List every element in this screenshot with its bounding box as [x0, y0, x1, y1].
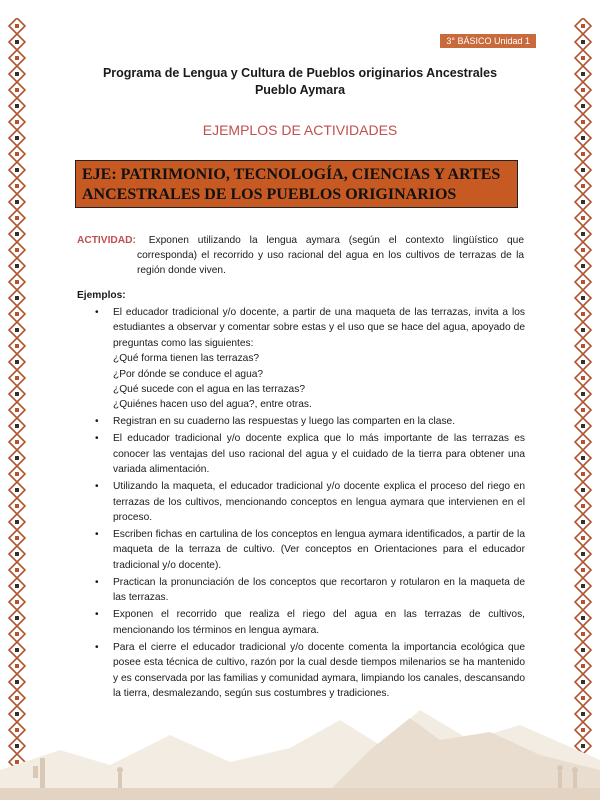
- bullet-icon: •: [95, 416, 99, 428]
- border-dot: [15, 536, 19, 540]
- activity-text: Exponen utilizando la lengua aymara (según el contexto lingüístico que corresponda) el recorrido y uso racional del agua en los cultivos de terrazas de la región donde viven.: [137, 235, 524, 276]
- border-dot: [15, 552, 19, 556]
- border-dot: [581, 40, 585, 44]
- border-dot: [581, 344, 585, 348]
- border-dot: [581, 216, 585, 220]
- question-1: ¿Qué forma tienen las terrazas?: [113, 353, 260, 365]
- border-dot: [581, 296, 585, 300]
- program-header: [0, 65, 600, 99]
- list-item: [95, 305, 525, 413]
- border-dot: [15, 168, 19, 172]
- bullet-icon: •: [95, 481, 99, 493]
- border-dot: [581, 504, 585, 508]
- border-dot: [581, 264, 585, 268]
- border-dot: [15, 616, 19, 620]
- list-item: [95, 414, 525, 429]
- border-dot: [581, 248, 585, 252]
- question-3: ¿Qué sucede con el agua en las terrazas?: [113, 384, 305, 396]
- border-dot: [581, 184, 585, 188]
- list-item: [95, 527, 525, 573]
- border-dot: [581, 168, 585, 172]
- border-dot: [581, 472, 585, 476]
- bullet-icon: •: [95, 529, 99, 541]
- border-dot: [581, 600, 585, 604]
- bullet-icon: •: [95, 609, 99, 621]
- border-dot: [15, 600, 19, 604]
- border-dot: [15, 456, 19, 460]
- list-item-text: Exponen el recorrido que realiza el riego del agua en las terrazas de cultivos, mencionando los términos en lengua aymara.: [113, 609, 525, 636]
- border-dot: [581, 200, 585, 204]
- activity-text-wrap: [77, 233, 524, 278]
- list-item-text: Practican la pronunciación de los conceptos que recortaron y rotularon en la maqueta de las terrazas.: [113, 576, 525, 604]
- border-dot: [581, 424, 585, 428]
- border-dot: [15, 312, 19, 316]
- border-dot: [581, 680, 585, 684]
- border-dot: [15, 40, 19, 44]
- border-dot: [15, 472, 19, 476]
- eje-banner: [75, 160, 518, 208]
- question-2: ¿Por dónde se conduce el agua?: [113, 368, 264, 380]
- examples-label: Ejemplos:: [77, 290, 126, 301]
- border-dot: [15, 520, 19, 524]
- border-dot: [15, 648, 19, 652]
- border-dot: [15, 632, 19, 636]
- eje-line-2: ANCESTRALES DE LOS PUEBLOS ORIGINARIOS: [82, 186, 457, 203]
- border-dot: [15, 328, 19, 332]
- border-dot: [15, 280, 19, 284]
- bullet-icon: •: [95, 307, 99, 318]
- border-dot: [581, 584, 585, 588]
- bullet-icon: •: [95, 433, 99, 445]
- border-dot: [15, 232, 19, 236]
- list-item-text: El educador tradicional y/o docente, a partir de una maqueta de las terrazas, invita a los estudiantes a observar y comentar sobre estas y el uso que se hace del agua, apoyado de preguntas como las siguientes:: [113, 307, 525, 349]
- border-dot: [15, 376, 19, 380]
- ground-strip: [0, 788, 600, 800]
- border-dot: [581, 104, 585, 108]
- border-dot: [581, 456, 585, 460]
- border-dot: [581, 312, 585, 316]
- border-dot: [15, 184, 19, 188]
- border-dot: [15, 408, 19, 412]
- border-dot: [15, 504, 19, 508]
- bullet-icon: •: [95, 641, 99, 653]
- border-dot: [15, 568, 19, 572]
- border-dot: [15, 200, 19, 204]
- border-dot: [15, 216, 19, 220]
- eje-line-1: EJE: PATRIMONIO, TECNOLOGÍA, CIENCIAS Y ARTES: [82, 166, 501, 183]
- activity-block: [77, 233, 524, 278]
- examples-list: [95, 305, 525, 703]
- border-dot: [15, 56, 19, 60]
- people-title: Pueblo Aymara: [254, 83, 346, 97]
- border-dot: [581, 56, 585, 60]
- figure-head: [117, 767, 123, 773]
- bullet-icon: •: [95, 576, 99, 588]
- program-title: Programa de Lengua y Cultura de Pueblos originarios Ancestrales: [102, 66, 498, 80]
- border-dot: [15, 392, 19, 396]
- list-item: [95, 431, 525, 477]
- border-dot: [15, 248, 19, 252]
- list-item-text: Utilizando la maqueta, el educador tradicional y/o docente explica el proceso del riego en terrazas de los cultivos, mencionando conceptos en lengua aymara que intervienen en el proceso.: [113, 481, 525, 524]
- activity-label: ACTIVIDAD:: [77, 235, 136, 246]
- border-dot: [581, 648, 585, 652]
- border-dot: [15, 104, 19, 108]
- border-dot: [15, 24, 19, 28]
- border-dot: [581, 376, 585, 380]
- unit-tag: 3° BÁSICO Unidad 1: [440, 34, 536, 48]
- border-dot: [581, 440, 585, 444]
- border-dot: [581, 488, 585, 492]
- figure-body: [558, 771, 562, 788]
- list-item-text: El educador tradicional y/o docente explica que lo más importante de las terrazas es conocer las ventajas del uso racional del agua y el cuidado de la tierra para obtener una variada alimentación.: [113, 433, 525, 476]
- border-dot: [15, 424, 19, 428]
- figure-head: [572, 767, 578, 773]
- border-dot: [581, 24, 585, 28]
- border-dot: [581, 152, 585, 156]
- border-dot: [581, 568, 585, 572]
- border-dot: [581, 392, 585, 396]
- figure-head: [557, 765, 563, 771]
- border-dot: [581, 280, 585, 284]
- border-dot: [15, 360, 19, 364]
- border-dot: [581, 520, 585, 524]
- landscape-illustration: [0, 690, 600, 800]
- cactus-arm: [33, 766, 38, 778]
- list-item-text: Para el cierre el educador tradicional y/o docente comenta la importancia ecológica que posee esta técnica de cultivo, razón por la cual desde tiempos milenarios se ha mantenido y es conservada por las familias y comunidad aymara, limpiando los canales, descansando la tierra, desmalezando, según sus costumbres y tradiciones.: [113, 641, 525, 699]
- border-dot: [15, 488, 19, 492]
- border-dot: [15, 680, 19, 684]
- list-item-text: Registran en su cuaderno las respuestas y luego las comparten en la clase.: [113, 416, 456, 428]
- border-dot: [581, 552, 585, 556]
- border-dot: [15, 664, 19, 668]
- border-dot: [15, 296, 19, 300]
- border-dot: [581, 232, 585, 236]
- border-dot: [15, 584, 19, 588]
- border-dot: [15, 264, 19, 268]
- list-item: [95, 607, 525, 638]
- border-dot: [581, 536, 585, 540]
- section-title: EJEMPLOS DE ACTIVIDADES: [202, 122, 398, 138]
- list-item: [95, 575, 525, 606]
- border-dot: [15, 344, 19, 348]
- list-item: [95, 479, 525, 525]
- figure-body: [573, 773, 577, 788]
- border-dot: [15, 152, 19, 156]
- border-dot: [581, 616, 585, 620]
- border-dot: [581, 664, 585, 668]
- border-dot: [581, 632, 585, 636]
- list-item-text: Escriben fichas en cartulina de los conceptos en lengua aymara identificados, a partir de la maqueta de la terraza de cultivo. (Ver conceptos en Orientaciones para el educador tradicional y/o docente).: [113, 529, 525, 571]
- cactus-shape: [40, 758, 45, 788]
- border-dot: [581, 408, 585, 412]
- border-dot: [581, 360, 585, 364]
- border-dot: [581, 328, 585, 332]
- figure-body: [118, 773, 122, 788]
- border-dot: [15, 440, 19, 444]
- question-4: ¿Quiénes hacen uso del agua?, entre otras.: [113, 399, 312, 411]
